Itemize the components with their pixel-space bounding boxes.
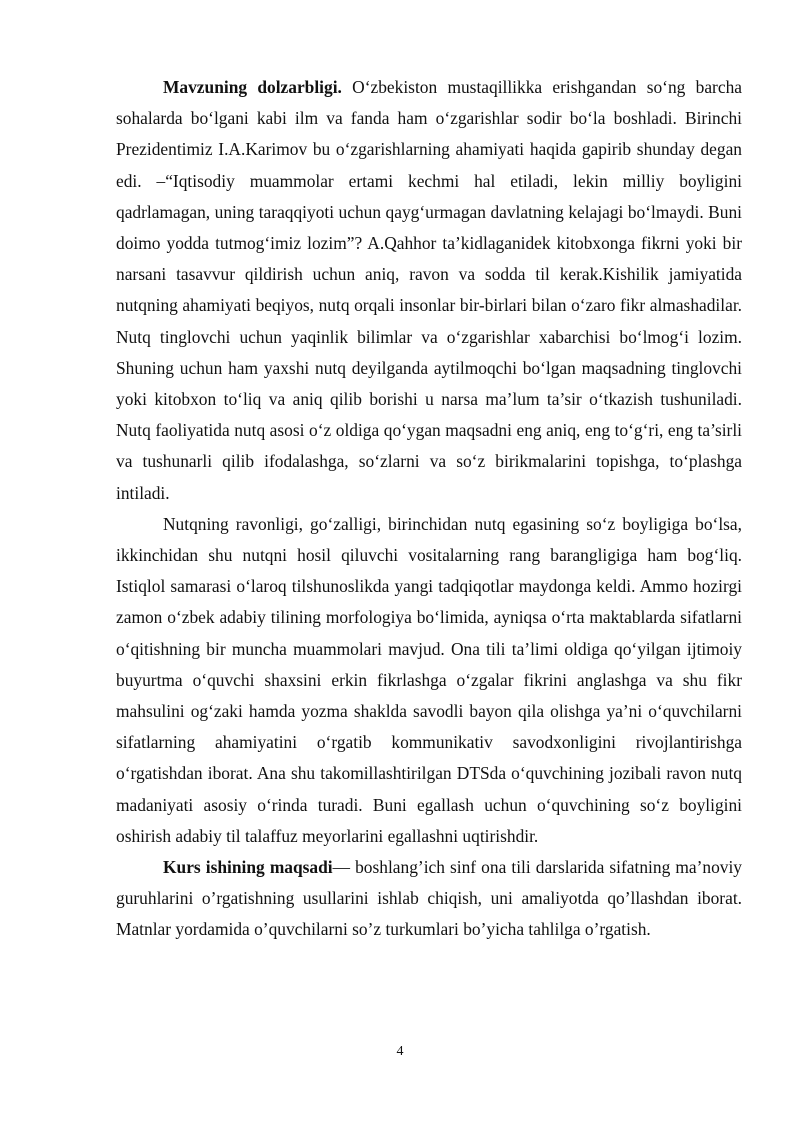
paragraph-course-goal — [116, 852, 742, 946]
paragraph-lead-relevance: Mavzuning dolzarbligi. — [163, 77, 342, 97]
paragraph-lead-course-goal: Kurs ishining maqsadi — [163, 857, 333, 878]
paragraph-speech-fluency — [116, 509, 742, 852]
paragraph-text-course-goal: — boshlang’ich sinf ona tili darslarida sifatning ma’noviy guruhlarini o’rgatishning usullarini ishlab chiqish, uni amaliyotda qo’llashdan iborat. Matnlar yordamida o’quvchilarni so’z turkumlari bo’yicha tahlilga o’rgatish. — [116, 857, 742, 940]
paragraph-relevance — [116, 72, 742, 509]
page-number: 4 — [396, 1044, 404, 1059]
paragraph-text-speech-fluency: Nutqning ravonligi, go‘zalligi, birinchidan nutq egasining so‘z boyligiga bo‘lsa, ikkinchidan shu nutqni hosil qiluvchi vositalarning rang barangligiga ham bog‘liq. Istiqlol samarasi o‘laroq tilshunoslikda yangi tadqiqotlar maydonga keldi. Ammo hozirgi zamon o‘zbek adabiy tilining morfologiya bo‘limida, ayniqsa o‘rta maktablarda sifatlarni o‘qitishning bir muncha muammolari mavjud. Ona tili ta’limi oldiga qo‘yilgan ijtimoiy buyurtma o‘quvchi shaxsini erkin fikrlashga o‘zgalar fikrini anglashga va shu fikr mahsulini og‘zaki hamda yozma shaklda savodli bayon qila olishga ya’ni o‘quvchilarni sifatlarning ahamiyatini o‘rgatib kommunikativ savodxonligini rivojlantirishga o‘rgatishdan iborat. Ana shu takomillashtirilgan DTSda o‘quvchining jozibali ravon nutq madaniyati asosiy o‘rinda turadi. Buni egallash uchun o‘quvchining so‘z boyligini oshirish adabiy til talaffuz meyorlarini egallashni uqtirishdir. — [116, 513, 742, 846]
paragraph-text-relevance: O‘zbekiston mustaqillikka erishgandan so‘ng barcha sohalarda bo‘lgani kabi ilm va fanda ham o‘zgarishlar sodir bo‘la boshladi. Birinchi Prezidentimiz I.A.Karimov bu o‘zgarishlarning ahamiyati haqida gapirib shunday degan edi. –“Iqtisodiy muammolar ertami kechmi hal etiladi, lekin milliy boyligini qadrlamagan, uning taraqqiyoti uchun qayg‘urmagan davlatning kelajagi bo‘lmaydi. Buni doimo yodda tutmog‘imiz lozim”? A.Qahhor ta’kidlaganidek kitobxonga fikrni yoki bir narsani tasavvur qildirish uchun aniq, ravon va sodda til kerak.Kishilik jamiyatida nutqning ahamiyati beqiyos, nutq orqali insonlar bir-birlari bilan o‘zaro fikr almashadilar. Nutq tinglovchi uchun yaqinlik bilimlar va o‘zgarishlar xabarchisi bo‘lmog‘i lozim. Shuning uchun ham yaxshi nutq deyilganda aytilmoqchi bo‘lgan maqsadning tinglovchi yoki kitobxon to‘liq va aniq qilib borishi u narsa ma’lum ta’sir o‘tkazish tushuniladi. Nutq faoliyatida nutq asosi o‘z oldiga qo‘ygan maqsadni eng aniq, eng to‘g‘ri, eng ta’sirli va tushunarli qilib ifodalashga, so‘zlarni va so‘z birikmalarini topishga, to‘plashga intiladi. — [116, 77, 742, 503]
document-body — [116, 72, 742, 946]
